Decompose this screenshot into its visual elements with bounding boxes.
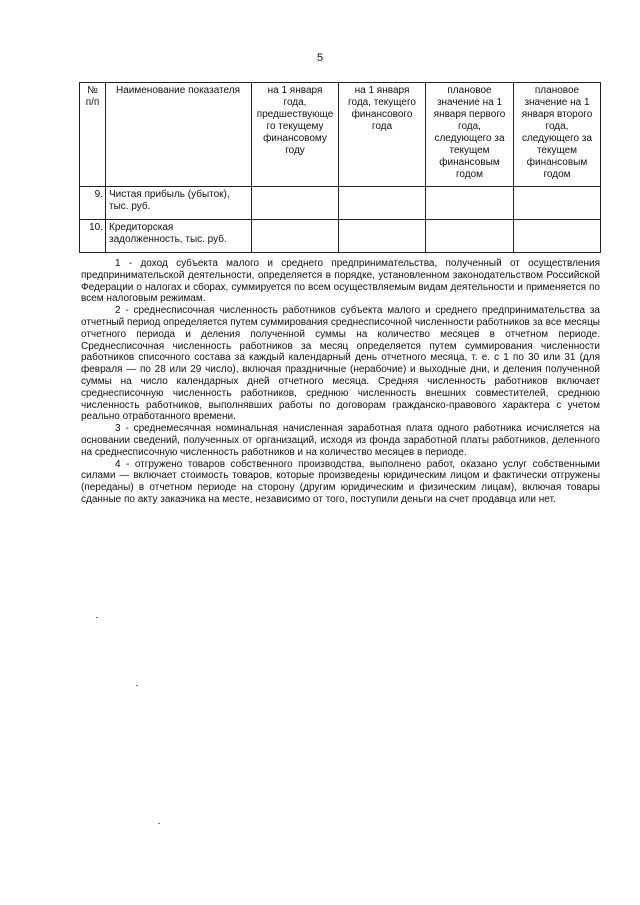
- row-value-prev-year: [252, 187, 339, 220]
- row-indicator-name: Кредиторская задолженность, тыс. руб.: [106, 220, 252, 253]
- table-row: [80, 187, 601, 220]
- scan-speck: [96, 617, 98, 618]
- row-value-plan-first-year: [426, 220, 514, 253]
- row-number: 10.: [80, 220, 106, 253]
- row-value-plan-first-year: [426, 187, 514, 220]
- header-cell-prev-year: на 1 января года, предшествующе го текущему финансовому году: [252, 83, 339, 187]
- row-value-plan-second-year: [514, 220, 601, 253]
- row-value-current-year: [339, 187, 426, 220]
- table-header-row: [80, 83, 601, 187]
- row-number: 9.: [80, 187, 106, 220]
- row-indicator-name: Чистая прибыль (убыток), тыс. руб.: [106, 187, 252, 220]
- row-value-current-year: [339, 220, 426, 253]
- header-cell-plan-first-year: плановое значение на 1 января первого года, следующего за текущем финансовым годом: [426, 83, 514, 187]
- table-row: [80, 220, 601, 253]
- scan-speck: [136, 685, 138, 686]
- row-value-prev-year: [252, 220, 339, 253]
- footnote-2: 2 - среднесписочная численность работников субъекта малого и среднего предпринимательства за отчетный период определяется путем суммирования среднесписочной численности работников за все месяцы отчетного периода и деления полученной суммы на количество месяцев в отчетном периоде. Среднесписочная численность работников за месяц определяется путем суммирования численности работников списочного состава за каждый календарный день отчетного месяца, т. е. с 1 по 30 или 31 (для февраля — по 28 или 29 число), включая праздничные (нерабочие) и выходные дни, и деления полученной суммы на число календарных дней отчетного месяца. Средняя численность работников включает среднесписочную численность работников, среднюю численность внешних совместителей, среднюю численность работников, выполнявших работы по договорам гражданско-правового характера с учетом реально отработанного времени.: [81, 305, 600, 423]
- indicators-table: [79, 82, 601, 253]
- scan-speck: [158, 823, 160, 824]
- footnote-1: 1 - доход субъекта малого и среднего предпринимательства, полученный от осуществления предпринимательской деятельности, определяется в порядке, установленном законодательством Российской Федерации о налогах и сборах, суммируется по всем осуществляемым видам деятельности и применяется по всем налоговым режимам.: [81, 258, 600, 305]
- footnote-3: 3 - среднемесячная номинальная начисленная заработная плата одного работника исчисляется на основании сведений, полученных от организаций, исходя из фонда заработной платы работников, деленного на среднесписочную численность работников и на количество месяцев в периоде.: [81, 423, 600, 458]
- header-cell-number: № п/п: [80, 83, 106, 187]
- header-cell-plan-second-year: плановое значение на 1 января второго года, следующего за текущем финансовым годом: [514, 83, 601, 187]
- row-value-plan-second-year: [514, 187, 601, 220]
- footnote-4: 4 - отгружено товаров собственного производства, выполнено работ, оказано услуг собственными силами — включает стоимость товаров, которые произведены юридическим лицом и фактически отгружены (переданы) в отчетном периоде на сторону (другим юридическим и физическим лицам), включая товары сданные по акту заказчика на месте, независимо от того, поступили деньги на счет продавца или нет.: [81, 458, 600, 505]
- page-number: 5: [316, 52, 324, 64]
- footnotes: [81, 258, 600, 506]
- header-cell-current-year: на 1 января года, текущего финансового года: [339, 83, 426, 187]
- header-cell-indicator-name: Наименование показателя: [106, 83, 252, 187]
